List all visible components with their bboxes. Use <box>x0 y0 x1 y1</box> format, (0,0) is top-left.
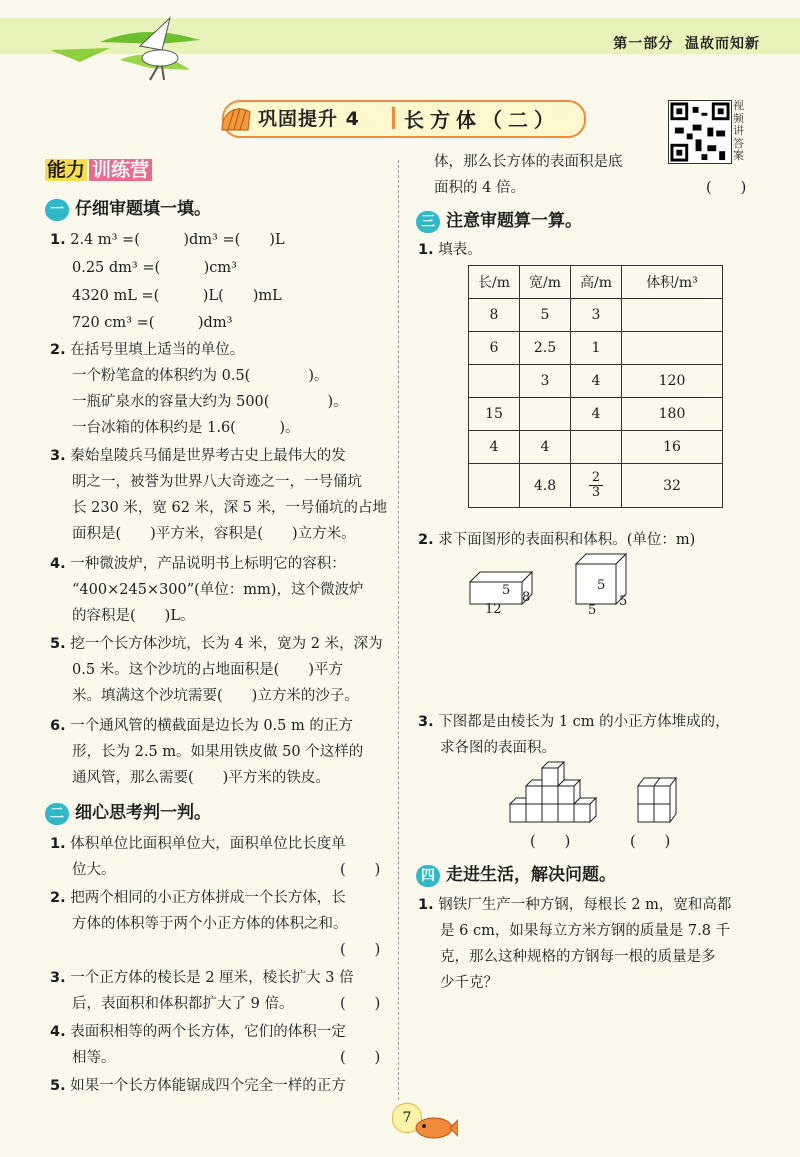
j5-answer-paren[interactable]: ( ) <box>706 180 747 196</box>
c3-line2: 求各图的表面积。 <box>440 740 556 756</box>
table-cell: 8 <box>469 299 520 332</box>
qr-label: 视频讲答案 <box>733 99 744 162</box>
j2-answer-paren[interactable]: ( ) <box>340 942 381 958</box>
c1-text: 填表。 <box>438 242 482 258</box>
table-cell: 180 <box>622 398 723 431</box>
q3-number: 3. <box>50 448 66 464</box>
lesson-topic: 长方体（二） <box>404 108 560 132</box>
c1-line <box>418 238 482 259</box>
table-cell: 4 <box>571 398 622 431</box>
cube-height-label: 5 <box>597 578 606 593</box>
q4-line3: 的容积是( )L。 <box>72 608 195 624</box>
table-cell: 120 <box>622 365 723 398</box>
stacked-cubes-figure-1 <box>506 760 612 826</box>
header-subtitle: 温故而知新 <box>685 36 760 52</box>
q4-number: 4. <box>50 556 66 572</box>
j5-number: 5. <box>50 1078 66 1094</box>
section-4-number: 四 <box>416 865 440 887</box>
table-row <box>469 431 723 464</box>
table-cell: 4 <box>571 365 622 398</box>
table-header: 体积/m³ <box>622 266 723 299</box>
cuboid-width-label: 8 <box>522 590 531 605</box>
fraction-denominator: 3 <box>589 485 603 500</box>
q3-line1 <box>50 444 346 465</box>
j3-text1: 一个正方体的棱长是 2 厘米，棱长扩大 3 倍 <box>70 970 354 986</box>
q2-line1: 一个粉笔盒的体积约为 0.5( )。 <box>72 368 329 384</box>
table-cell[interactable] <box>622 299 723 332</box>
c2-text: 求下面图形的表面积和体积。(单位：m) <box>438 532 696 548</box>
c3-answer-paren-1[interactable]: ( ) <box>530 834 571 850</box>
j1-line2: 位大。 <box>72 862 116 878</box>
section-3-heading <box>416 206 582 233</box>
banner-b: 训练营 <box>89 159 152 181</box>
j1-number: 1. <box>50 836 66 852</box>
q4-line1 <box>50 552 346 573</box>
s1-line2: 是 6 cm，如果每立方米方钢的质量是 7.8 千 <box>440 923 731 939</box>
j3-answer-paren[interactable]: ( ) <box>340 996 381 1012</box>
table-row <box>469 365 723 398</box>
shell-icon <box>218 102 254 134</box>
q1-line4: 720 cm³ =( )dm³ <box>72 315 233 331</box>
table-cell[interactable] <box>520 398 571 431</box>
q6-line2: 形，长为 2.5 m。如果用铁皮做 50 个这样的 <box>72 744 364 760</box>
stacked-cubes-figure-2 <box>634 772 684 826</box>
page-number: 7 <box>392 1103 422 1133</box>
table-cell: 3 <box>520 365 571 398</box>
table-cell: 16 <box>622 431 723 464</box>
q3-text1: 秦始皇陵兵马俑是世界考古史上最伟大的发 <box>70 448 346 464</box>
section-1-title: 仔细审题填一填。 <box>75 199 211 219</box>
cube-depth-label: 5 <box>619 594 628 609</box>
table-row <box>469 398 723 431</box>
j1-line1 <box>50 832 346 853</box>
fraction-numerator: 2 <box>591 470 601 485</box>
q2-line3: 一台冰箱的体积约是 1.6( )。 <box>72 420 300 436</box>
j3-line1 <box>50 966 354 987</box>
j2-line1 <box>50 886 346 907</box>
title-separator <box>392 107 395 129</box>
j5-text1: 如果一个长方体能锯成四个完全一样的正方 <box>70 1078 346 1094</box>
table-header: 高/m <box>571 266 622 299</box>
table-row <box>469 464 723 508</box>
section-2-number: 二 <box>45 803 69 825</box>
j4-answer-paren[interactable]: ( ) <box>340 1050 381 1066</box>
j1-text1: 体积单位比面积单位大，面积单位比长度单 <box>70 836 346 852</box>
table-cell: 4 <box>520 431 571 464</box>
section-1-heading <box>45 194 211 221</box>
section-3-title: 注意审题算一算。 <box>446 211 582 231</box>
column-divider <box>398 160 399 1100</box>
j5-line1 <box>50 1074 346 1095</box>
q1-line2: 0.25 dm³ =( )cm³ <box>72 260 237 276</box>
j2-text1: 把两个相同的小正方体拼成一个长方体，长 <box>70 890 346 906</box>
header-text <box>613 33 760 53</box>
q4-line2: “400×245×300”(单位：mm)，这个微波炉 <box>72 582 364 598</box>
j4-text1: 表面积相等的两个长方体，它们的体积一定 <box>70 1024 346 1040</box>
table-cell: 15 <box>469 398 520 431</box>
q2-line0 <box>50 338 244 359</box>
q3-line3: 长 230 米，宽 62 米，深 5 米，一号俑坑的占地 <box>72 500 388 516</box>
qr-code-icon[interactable] <box>668 100 732 164</box>
q2-text0: 在括号里填上适当的单位。 <box>70 342 245 358</box>
q1-line3: 4320 mL =( )L( )mL <box>72 288 282 304</box>
fraction <box>589 471 603 500</box>
q3-line2: 明之一，被誉为世界八大奇迹之一，一号俑坑 <box>72 474 362 490</box>
q1-text1: 2.4 m³ =( )dm³ =( )L <box>70 232 285 248</box>
c3-number: 3. <box>418 714 434 730</box>
c2-line <box>418 528 695 549</box>
table-cell: 5 <box>520 299 571 332</box>
j2-number: 2. <box>50 890 66 906</box>
table-cell[interactable] <box>469 365 520 398</box>
header-part: 第一部分 <box>613 36 674 52</box>
c3-answer-paren-2[interactable]: ( ) <box>630 834 671 850</box>
j1-answer-paren[interactable]: ( ) <box>340 862 381 878</box>
table-cell: 4 <box>469 431 520 464</box>
lesson-label: 巩固提升 4 <box>258 108 360 130</box>
c3-line1 <box>418 710 730 731</box>
q4-text1: 一种微波炉，产品说明书上标明它的容积： <box>70 556 346 572</box>
q3-line4: 面积是( )平方米，容积是( )立方米。 <box>72 526 356 542</box>
s1-text1: 钢铁厂生产一种方钢，每根长 2 m，宽和高都 <box>438 897 732 913</box>
section-1-number: 一 <box>45 199 69 221</box>
page-header <box>0 0 800 80</box>
table-cell: 4.8 <box>520 464 571 508</box>
q5-line3: 米。填满这个沙坑需要( )立方米的沙子。 <box>72 688 359 704</box>
table-cell: 2.5 <box>520 332 571 365</box>
q6-line3: 通风管，那么需要( )平方米的铁皮。 <box>72 770 330 786</box>
table-header: 宽/m <box>520 266 571 299</box>
j3-line2: 后，表面积和体积都扩大了 9 倍。 <box>72 996 294 1012</box>
c3-text1: 下图都是由棱长为 1 cm 的小正方体堆成的， <box>438 714 730 730</box>
q5-line1 <box>50 632 383 653</box>
j4-line1 <box>50 1020 346 1041</box>
table-cell: 32 <box>622 464 723 508</box>
table-cell: 6 <box>469 332 520 365</box>
table-cell[interactable] <box>571 431 622 464</box>
j3-number: 3. <box>50 970 66 986</box>
cuboid-length-label: 12 <box>485 602 502 617</box>
q6-line1 <box>50 714 353 735</box>
table-cell: 1 <box>571 332 622 365</box>
section-4-heading <box>416 860 616 887</box>
q6-number: 6. <box>50 718 66 734</box>
fish-icon <box>412 1112 458 1142</box>
s1-line1 <box>418 893 731 914</box>
q5-text1: 挖一个长方体沙坑，长为 4 米，宽为 2 米，深为 <box>70 636 383 652</box>
table-header-row <box>469 266 723 299</box>
section-3-number: 三 <box>416 211 440 233</box>
c2-number: 2. <box>418 532 434 548</box>
section-2-heading <box>45 798 211 825</box>
q1-number: 1. <box>50 232 66 248</box>
q2-line2: 一瓶矿泉水的容量大约为 500( )。 <box>72 394 348 410</box>
s1-number: 1. <box>418 897 434 913</box>
j4-line2: 相等。 <box>72 1050 116 1066</box>
q6-text1: 一个通风管的横截面是边长为 0.5 m 的正方 <box>70 718 353 734</box>
seagull-illustration <box>40 10 240 90</box>
s1-line3: 克，那么这种规格的方钢每一根的质量是多 <box>440 949 716 965</box>
cube-length-label: 5 <box>588 603 597 618</box>
table-cell: 3 <box>571 299 622 332</box>
j5-line3: 面积的 4 倍。 <box>434 180 525 196</box>
j5-line2: 体，那么长方体的表面积是底 <box>434 154 623 170</box>
section-banner <box>45 155 152 182</box>
c1-number: 1. <box>418 242 434 258</box>
table-header: 长/m <box>469 266 520 299</box>
q5-number: 5. <box>50 636 66 652</box>
section-2-title: 细心思考判一判。 <box>75 803 211 823</box>
volume-table <box>468 265 723 508</box>
table-cell[interactable] <box>469 464 520 508</box>
table-row <box>469 299 723 332</box>
table-cell-fraction <box>571 464 622 508</box>
s1-line4: 少千克？ <box>440 975 498 991</box>
banner-a: 能力 <box>47 159 86 181</box>
table-row <box>469 332 723 365</box>
table-cell[interactable] <box>622 332 723 365</box>
section-4-title: 走进生活，解决问题。 <box>446 865 616 885</box>
j2-line2: 方体的体积等于两个小正方体的体积之和。 <box>72 916 348 932</box>
j4-number: 4. <box>50 1024 66 1040</box>
q1-line1 <box>50 228 285 249</box>
cuboid-height-label: 5 <box>502 583 511 598</box>
q5-line2: 0.5 米。这个沙坑的占地面积是( )平方 <box>72 662 343 678</box>
q2-number: 2. <box>50 342 66 358</box>
